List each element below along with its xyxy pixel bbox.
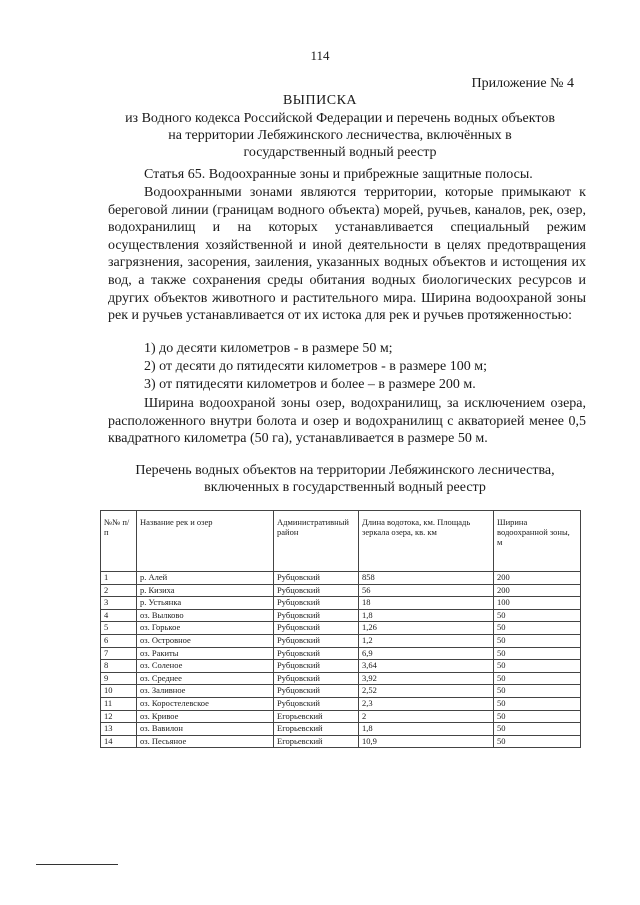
cell-zone-width: 50 [494,697,581,710]
cell-name: р. Алей [137,572,274,585]
table-row [101,697,581,710]
article-heading: Статья 65. Водоохранные зоны и прибрежные защитные полосы. [144,167,533,182]
cell-length-area: 1,26 [359,622,494,635]
cell-number: 4 [101,609,137,622]
table-header-row [101,511,581,572]
list-item: 1) до десяти километров - в размере 50 м; [144,341,393,356]
cell-name: оз. Кривое [137,710,274,723]
cell-district: Рубцовский [274,597,359,610]
list-item: 2) от десяти до пятидесяти километров - в размере 100 м; [144,359,487,374]
cell-zone-width: 50 [494,685,581,698]
cell-district: Рубцовский [274,584,359,597]
cell-length-area: 56 [359,584,494,597]
cell-district: Рубцовский [274,660,359,673]
cell-number: 10 [101,685,137,698]
table-row [101,647,581,660]
cell-zone-width: 50 [494,710,581,723]
cell-name: оз. Вавилон [137,723,274,736]
cell-length-area: 1,8 [359,723,494,736]
page-number: 114 [310,48,330,63]
table-row [101,622,581,635]
document-title: ВЫПИСКА [282,93,358,108]
water-objects-table-wrapper [100,510,581,748]
header-name: Название рек и озер [137,511,274,572]
footnote-divider [36,864,118,865]
header-district: Административный район [274,511,359,572]
cell-name: оз. Песьяное [137,735,274,748]
cell-district: Рубцовский [274,634,359,647]
cell-length-area: 18 [359,597,494,610]
cell-district: Рубцовский [274,572,359,585]
cell-name: оз. Коростелевское [137,697,274,710]
table-row [101,685,581,698]
cell-zone-width: 200 [494,584,581,597]
appendix-label: Приложение № 4 [471,76,574,91]
paragraph-water-protection-zones: Водоохранными зонами являются территории, которые примыкают к береговой линии (границам водного объекта) морей, ручьев, каналов, рек, озер, водохранилищ и на которых устанавливается специальный режим осуществления хозяйственной и иной деятельности в целях предотвращения загрязнения, засорения, заиления, указанных водных объектов и истощения их вод, а также сохранения среды обитания водных биологических ресурсов и других объектов животного и растительного мира. Ширина водоохраной зоны рек и ручьев устанавливается от их истока для рек и ручьев протяженностью: [108,185,586,324]
cell-name: оз. Соленое [137,660,274,673]
paragraph-lake-zone-width: Ширина водоохраной зоны озер, водохранилищ, за исключением озера, расположенного внутри болота и озер и водохранилищ с акваторией менее 0,5 квадратного километра (50 га), устанавливается в размере 50 м. [108,396,586,447]
cell-length-area: 6,9 [359,647,494,660]
cell-number: 5 [101,622,137,635]
cell-district: Рубцовский [274,685,359,698]
header-number: №№ п/п [101,511,137,572]
cell-zone-width: 50 [494,723,581,736]
cell-number: 14 [101,735,137,748]
document-subtitle: из Водного кодекса Российской Федерации и перечень водных объектов на территории Лебяжинского лесничества, включённых в государственный водный реестр [125,111,555,160]
table-row [101,597,581,610]
table-body [101,572,581,748]
table-row [101,609,581,622]
cell-length-area: 3,92 [359,672,494,685]
cell-length-area: 3,64 [359,660,494,673]
cell-length-area: 2,52 [359,685,494,698]
cell-length-area: 858 [359,572,494,585]
cell-length-area: 1,2 [359,634,494,647]
cell-district: Егорьевский [274,735,359,748]
cell-zone-width: 50 [494,660,581,673]
table-row [101,634,581,647]
cell-length-area: 2 [359,710,494,723]
cell-district: Рубцовский [274,622,359,635]
cell-district: Рубцовский [274,609,359,622]
cell-zone-width: 50 [494,622,581,635]
cell-district: Егорьевский [274,723,359,736]
cell-number: 7 [101,647,137,660]
cell-length-area: 1,8 [359,609,494,622]
cell-number: 1 [101,572,137,585]
cell-number: 3 [101,597,137,610]
cell-zone-width: 200 [494,572,581,585]
cell-district: Рубцовский [274,647,359,660]
table-row [101,723,581,736]
cell-length-area: 2,3 [359,697,494,710]
cell-length-area: 10,9 [359,735,494,748]
cell-zone-width: 50 [494,609,581,622]
cell-number: 6 [101,634,137,647]
cell-zone-width: 50 [494,672,581,685]
cell-number: 8 [101,660,137,673]
cell-name: оз. Вылково [137,609,274,622]
cell-zone-width: 50 [494,647,581,660]
cell-name: оз. Ракиты [137,647,274,660]
table-row [101,572,581,585]
table-row [101,735,581,748]
table-row [101,672,581,685]
cell-number: 11 [101,697,137,710]
cell-zone-width: 100 [494,597,581,610]
header-zone-width: Ширина водоохранной зоны, м [494,511,581,572]
cell-name: р. Устьянка [137,597,274,610]
cell-number: 2 [101,584,137,597]
cell-district: Рубцовский [274,672,359,685]
list-item: 3) от пятидесяти километров и более – в размере 200 м. [144,377,476,392]
cell-zone-width: 50 [494,735,581,748]
table-row [101,584,581,597]
cell-name: оз. Горькое [137,622,274,635]
cell-number: 9 [101,672,137,685]
cell-name: оз. Среднее [137,672,274,685]
cell-name: оз. Заливное [137,685,274,698]
cell-district: Рубцовский [274,697,359,710]
cell-name: оз. Островное [137,634,274,647]
table-row [101,660,581,673]
cell-name: р. Кизиха [137,584,274,597]
cell-district: Егорьевский [274,710,359,723]
cell-number: 12 [101,710,137,723]
cell-number: 13 [101,723,137,736]
header-length-area: Длина водотока, км. Площадь зеркала озера, кв. км [359,511,494,572]
water-objects-table [100,510,581,748]
cell-zone-width: 50 [494,634,581,647]
table-title: Перечень водных объектов на территории Лебяжинского лесничества, включенных в государственный водный реестр [135,463,555,495]
table-row [101,710,581,723]
